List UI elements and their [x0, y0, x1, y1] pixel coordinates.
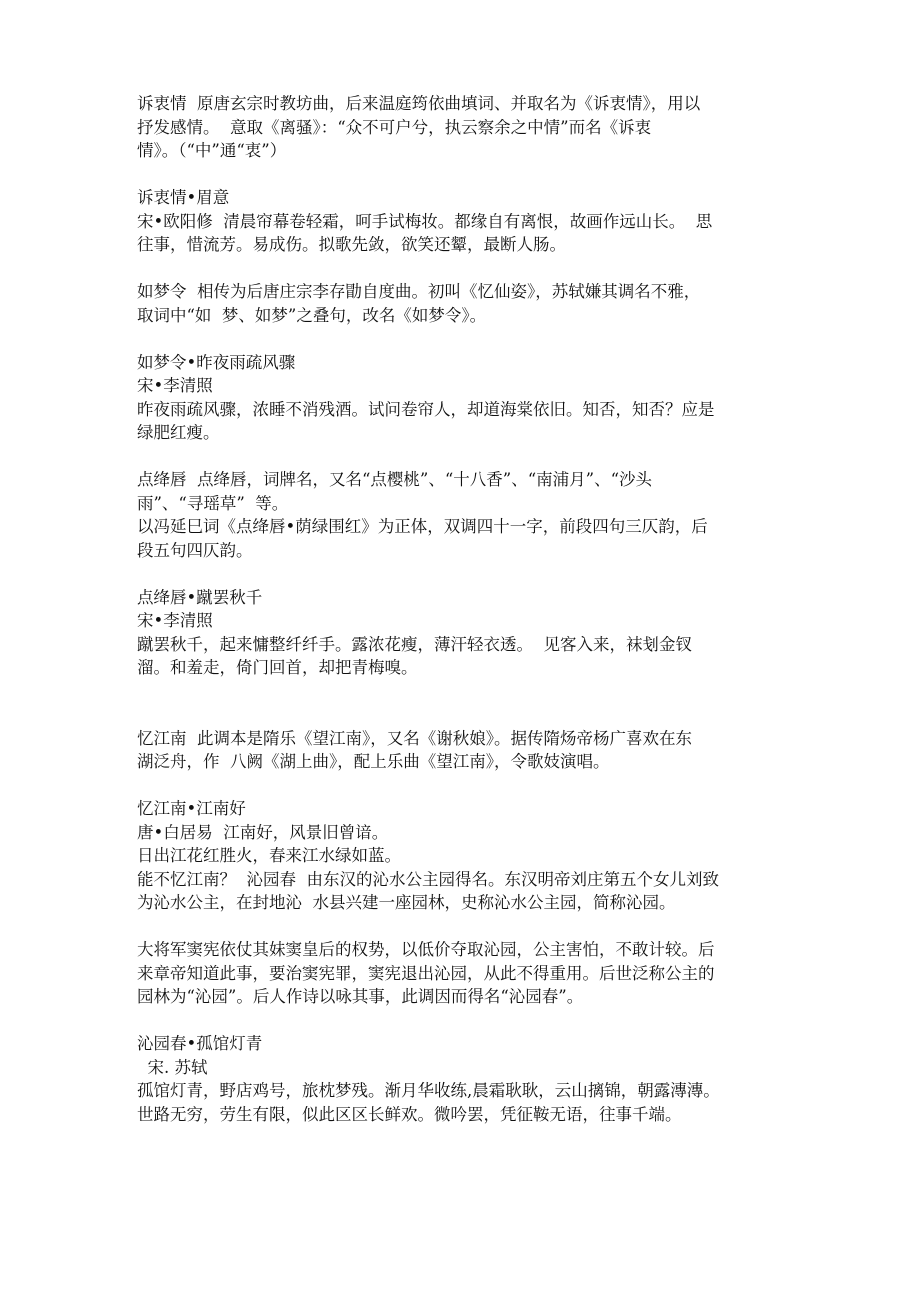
- suzhongqing-poem: [137, 186, 787, 257]
- text-line: 取词中“如 梦、如梦”之叠句，改名《如梦令》。: [137, 305, 487, 325]
- text-line: 园林为“沁园”。后人作诗以咏其事，此调因而得名“沁园春”。: [137, 987, 584, 1006]
- text-line: 孤馆灯青，野店鸡号，旅枕梦残。渐月华收练,晨霜耿耿，云山摛锦，朝露漙漙。: [137, 1081, 720, 1100]
- text-line: 雨”、“寻瑶草” 等。: [137, 493, 289, 513]
- text-line: 湖泛舟，作 八阙《湖上曲》，配上乐曲《望江南》，令歌妓演唱。: [137, 752, 610, 771]
- text-line: 情》。（“中”通“衷”）: [137, 141, 287, 160]
- poem-title: 沁园春•孤馆灯青: [137, 1034, 263, 1053]
- text-line: 点绛唇 点绛唇，词牌名，又名“点樱桃”、“十八香”、“南浦月”、“沙头: [137, 470, 653, 489]
- suzhongqing-intro: [137, 92, 787, 163]
- text-line: 昨夜雨疏风骤，浓睡不消残酒。试问卷帘人，却道海棠依旧。知否，知否？应是: [137, 399, 715, 419]
- text-line: 世路无穷，劳生有限，似此区区长鲜欢。微吟罢，凭征鞍无语，往事千端。: [137, 1104, 682, 1124]
- rumengling-poem: [137, 351, 787, 445]
- yijiangnan-intro: [137, 727, 787, 774]
- rumengling-intro: [137, 280, 787, 327]
- qinyuanchun-poem: [137, 1032, 787, 1126]
- poem-author: 宋•李清照: [137, 611, 213, 630]
- text-line: 如梦令 相传为后唐庄宗李存勖自度曲。初叫《忆仙姿》，苏轼嫌其调名不雅，: [137, 282, 701, 301]
- poem-title: 忆江南•江南好: [137, 799, 246, 818]
- poem-title: 如梦令•昨夜雨疏风骤: [137, 352, 296, 372]
- text-line: 诉衷情 原唐玄宗时教坊曲，后来温庭筠依曲填词、并取名为《诉衷情》，用以: [137, 94, 701, 113]
- text-line: 溜。和羞走，倚门回首，却把青梅嗅。: [137, 658, 418, 677]
- text-line: 段五句四仄韵。: [137, 540, 253, 560]
- document-page: [137, 92, 787, 1126]
- text-line: 绿肥红瘦。: [137, 423, 220, 442]
- dianjiangchun-intro: [137, 468, 787, 562]
- text-line: 大将军窦宪依仗其妹窦皇后的权势，以低价夺取沁园，公主害怕，不敢计较。后: [137, 940, 715, 959]
- text-line: 为沁水公主，在封地沁 水县兴建一座园林，史称沁水公主园，简称沁园。: [137, 893, 676, 912]
- poem-author: 宋•李清照: [137, 376, 213, 395]
- poem-title: 点绛唇•蹴罢秋千: [137, 587, 263, 607]
- text-line: 来章帝知道此事，要治窦宪罪，窦宪退出沁园，从此不得重用。后世泛称公主的: [137, 963, 715, 983]
- text-line: 蹴罢秋千，起来慵整纤纤手。露浓花瘦，薄汗轻衣透。 见客入来，袜刬金钗: [137, 634, 692, 654]
- text-line: 往事，惜流芳。易成伤。拟歌先敛，欲笑还颦，最断人肠。: [137, 235, 566, 254]
- text-line: 以冯延巳词《点绛唇•荫绿围红》为正体，双调四十一字，前段四句三仄韵，后: [137, 517, 708, 536]
- text-line: 日出江花红胜火，春来江水绿如蓝。: [137, 846, 401, 865]
- poem-title: 诉衷情•眉意: [137, 188, 230, 207]
- text-line: 忆江南 此调本是隋乐《望江南》，又名《谢秋娘》。据传隋炀帝杨广喜欢在东: [137, 728, 692, 748]
- dianjiangchun-poem: [137, 586, 787, 680]
- poem-author: 宋. 苏轼: [137, 1057, 208, 1077]
- text-line: 宋•欧阳修 清晨帘幕卷轻霜，呵手试梅妆。都缘自有离恨，故画作远山长。 思: [137, 211, 713, 231]
- qinyuanchun-intro: [137, 938, 787, 1009]
- text-line: 唐•白居易 江南好，风景旧曾谙。: [137, 822, 389, 842]
- yijiangnan-poem: [137, 797, 787, 915]
- text-line: 抒发感情。 意取《离骚》：“众不可户兮，执云察余之中情”而名《诉衷: [137, 117, 652, 137]
- text-line: 能不忆江南？ 沁园春 由东汉的沁水公主园得名。东汉明帝刘庄第五个女儿刘致: [137, 869, 719, 889]
